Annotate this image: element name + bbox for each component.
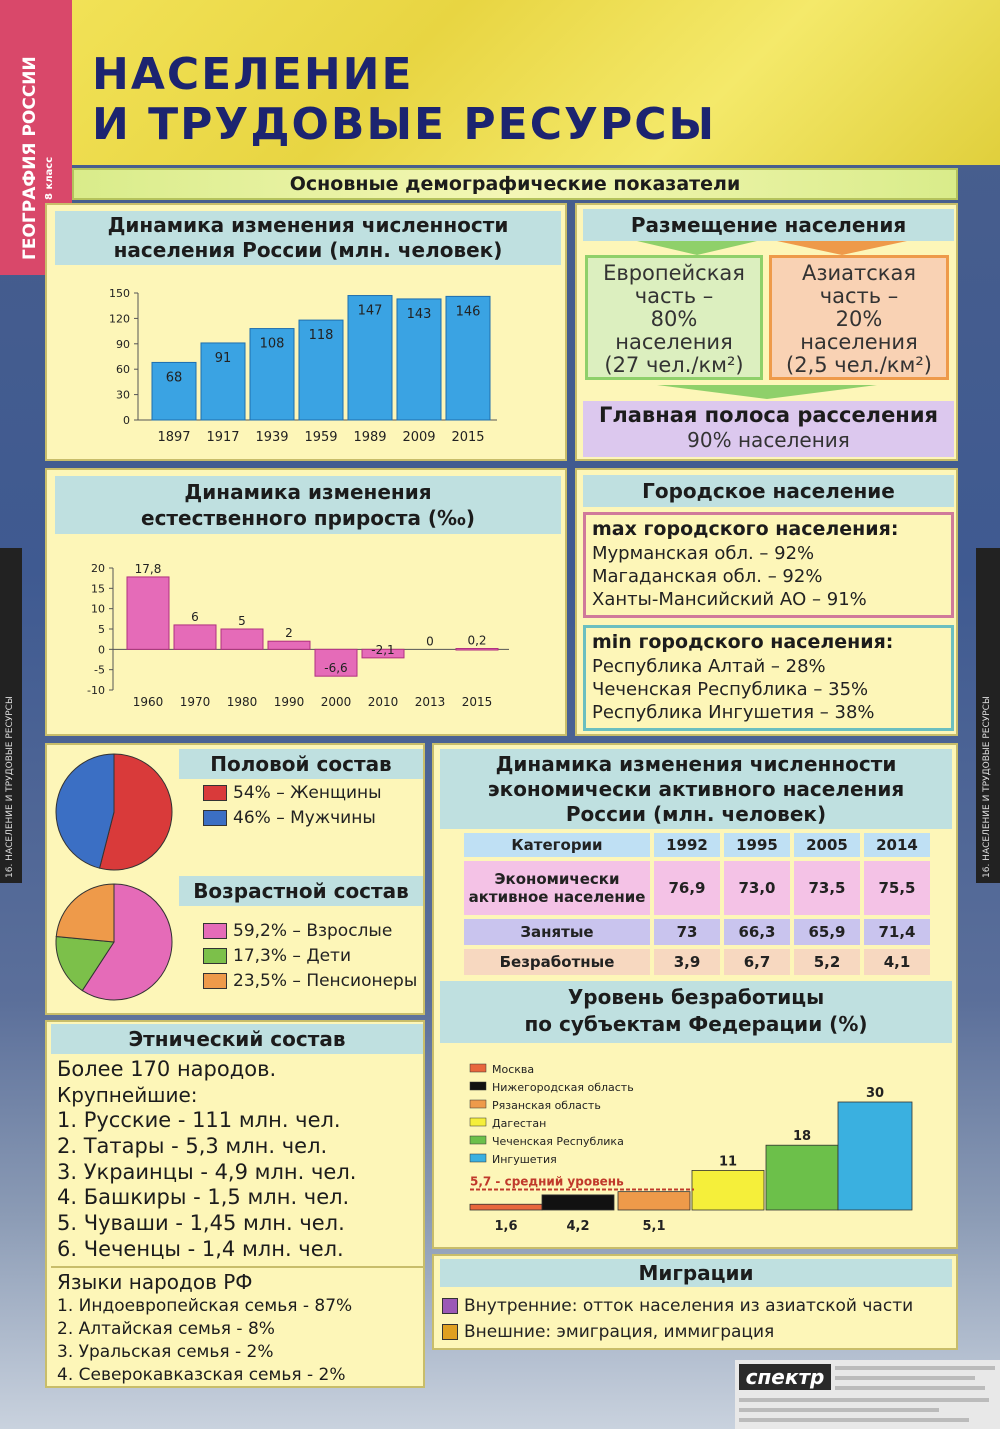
population-heading-line2: населения России (млн. человек) bbox=[113, 238, 503, 262]
european-line3: 80% bbox=[650, 307, 698, 331]
population-heading bbox=[55, 211, 561, 265]
y-tick-label: 15 bbox=[91, 582, 105, 596]
growth-heading-line1: Динамика изменения bbox=[184, 480, 432, 504]
urban-max-item: Мурманская обл. – 92% bbox=[592, 543, 815, 564]
table-cell: 66,3 bbox=[724, 919, 790, 945]
ethnic-item: 3. Украинцы - 4,9 млн. чел. bbox=[57, 1159, 357, 1184]
table-row-label: Занятые bbox=[464, 919, 650, 945]
legend-label: Чеченская Республика bbox=[492, 1135, 624, 1148]
legend-swatch bbox=[203, 973, 227, 989]
main-strip-box bbox=[583, 401, 954, 457]
asian-arrow bbox=[777, 241, 907, 255]
title-line-1: НАСЕЛЕНИЕ bbox=[92, 49, 414, 100]
title-line-2: И ТРУДОВЫЕ РЕСУРСЫ bbox=[92, 99, 717, 150]
bar bbox=[127, 577, 169, 649]
urban-min-item: Чеченская Республика – 35% bbox=[592, 679, 869, 700]
language-item: 2. Алтайская семья - 8% bbox=[57, 1319, 275, 1339]
table-header-cell: 1992 bbox=[654, 833, 720, 857]
x-tick-label: 2015 bbox=[461, 695, 493, 709]
age-legend-pensioners bbox=[203, 971, 417, 991]
data-label: -6,6 bbox=[324, 661, 348, 676]
migration-swatch bbox=[442, 1324, 458, 1340]
data-label: 30 bbox=[865, 1086, 885, 1101]
data-label: 0,2 bbox=[467, 633, 487, 648]
data-label: 4,2 bbox=[566, 1219, 590, 1234]
migration-external bbox=[442, 1322, 774, 1342]
table-cell: 73,0 bbox=[724, 861, 790, 915]
pie-slice bbox=[56, 884, 114, 942]
table-row-label: Экономически активное население bbox=[464, 861, 650, 915]
migration-internal bbox=[442, 1296, 913, 1316]
ethnic-item: 1. Русские - 111 млн. чел. bbox=[57, 1108, 341, 1132]
econ-table bbox=[464, 833, 934, 973]
y-tick-label: 0 bbox=[98, 643, 105, 657]
x-tick-label: 2000 bbox=[320, 695, 352, 709]
migration-label: Внутренние: отток населения из азиатской части bbox=[464, 1296, 914, 1316]
x-tick-label: 1980 bbox=[226, 695, 258, 709]
fine-print-line bbox=[835, 1366, 995, 1370]
unemployment-heading bbox=[440, 981, 952, 1043]
migration-label: Внешние: эмиграция, иммиграция bbox=[464, 1322, 775, 1342]
table-cell: 76,9 bbox=[654, 861, 720, 915]
table-cell: 65,9 bbox=[794, 919, 860, 945]
asian-line3: 20% bbox=[835, 307, 883, 331]
population-bar-chart bbox=[47, 265, 565, 457]
bar bbox=[542, 1195, 614, 1210]
left-edge-strip bbox=[0, 548, 22, 883]
language-item: 4. Северокавказская семья - 2% bbox=[57, 1365, 346, 1385]
asian-line1: Азиатская bbox=[801, 261, 916, 285]
publisher-logo: спектр bbox=[739, 1364, 831, 1390]
urban-min-item: Республика Алтай – 28% bbox=[592, 656, 826, 677]
table-row-label: Безработные bbox=[464, 949, 650, 975]
asian-line4: населения bbox=[800, 330, 918, 354]
page-title bbox=[92, 50, 716, 150]
placement-heading: Размещение населения bbox=[583, 209, 954, 241]
urban-panel bbox=[575, 468, 958, 736]
fine-print-line bbox=[739, 1398, 989, 1402]
urban-max-item: Магаданская обл. – 92% bbox=[592, 566, 823, 587]
y-tick-label: 120 bbox=[109, 312, 130, 326]
data-label: -2,1 bbox=[371, 642, 395, 657]
table-cell: 6,7 bbox=[724, 949, 790, 975]
y-tick-label: 0 bbox=[123, 414, 130, 427]
migration-swatch bbox=[442, 1298, 458, 1314]
age-legend-adults bbox=[203, 921, 392, 941]
ethnic-list bbox=[57, 1108, 356, 1263]
data-label: 91 bbox=[214, 350, 232, 366]
composition-panel bbox=[45, 743, 425, 1015]
table-cell: 5,2 bbox=[794, 949, 860, 975]
main-strip-label: Главная полоса расселения bbox=[598, 403, 939, 427]
fine-print-line bbox=[835, 1376, 975, 1380]
econ-heading-line2: экономически активного населения bbox=[487, 777, 905, 801]
age-pie-chart bbox=[51, 879, 181, 1009]
y-tick-label: 90 bbox=[116, 337, 130, 351]
table-cell: 75,5 bbox=[864, 861, 930, 915]
x-tick-label: 1939 bbox=[255, 430, 289, 445]
average-label: 5,7 - средний уровень bbox=[470, 1174, 624, 1189]
sex-legend-men bbox=[203, 808, 376, 828]
european-line2: часть – bbox=[634, 284, 714, 308]
ethnic-largest-label: Крупнейшие: bbox=[57, 1083, 198, 1107]
ethnic-item: 6. Чеченцы - 1,4 млн. чел. bbox=[57, 1236, 344, 1261]
table-header-cell: 2005 bbox=[794, 833, 860, 857]
legend-swatch bbox=[203, 785, 227, 801]
subject-label: ГЕОГРАФИЯ РОССИИ bbox=[20, 56, 40, 260]
legend-label: 23,5% – Пенсионеры bbox=[233, 971, 418, 991]
ethnic-item: 4. Башкиры - 1,5 млн. чел. bbox=[57, 1185, 350, 1210]
econ-panel bbox=[432, 743, 958, 1249]
legend-label: Москва bbox=[492, 1063, 535, 1076]
data-label: 11 bbox=[718, 1154, 738, 1170]
data-label: 143 bbox=[406, 306, 432, 322]
legend-swatch bbox=[203, 923, 227, 939]
european-line4: населения bbox=[615, 330, 733, 354]
section-subtitle: Основные демографические показатели bbox=[72, 168, 958, 200]
legend-label: 54% – Женщины bbox=[233, 783, 382, 803]
fine-print-line bbox=[739, 1408, 939, 1412]
main-strip-value: 90% населения bbox=[687, 428, 850, 452]
bar bbox=[766, 1145, 838, 1210]
european-line1: Европейская bbox=[603, 261, 745, 285]
data-label: 146 bbox=[455, 304, 481, 320]
languages-title: Языки народов РФ bbox=[57, 1270, 253, 1294]
legend-swatch bbox=[470, 1100, 486, 1108]
econ-heading-line1: Динамика изменения численности bbox=[495, 752, 897, 776]
x-tick-label: 1990 bbox=[273, 695, 305, 709]
legend-swatch bbox=[470, 1136, 486, 1144]
urban-max-item: Ханты-Мансийский АО – 91% bbox=[592, 589, 867, 610]
x-tick-label: 2015 bbox=[451, 430, 485, 445]
asian-line2: часть – bbox=[819, 284, 899, 308]
table-cell: 3,9 bbox=[654, 949, 720, 975]
growth-heading bbox=[55, 476, 561, 534]
econ-heading-line3: России (млн. человек) bbox=[565, 802, 827, 826]
bar bbox=[470, 1204, 542, 1210]
y-tick-label: 60 bbox=[116, 363, 130, 377]
language-item: 1. Индоевропейская семья - 87% bbox=[57, 1296, 353, 1316]
bar bbox=[221, 629, 263, 649]
sex-legend-women bbox=[203, 783, 382, 803]
table-header-cell: Категории bbox=[464, 833, 650, 857]
right-edge-strip bbox=[976, 548, 1000, 883]
grade-label: 8 класс bbox=[44, 156, 55, 200]
table-cell: 73 bbox=[654, 919, 720, 945]
data-label: 1,6 bbox=[494, 1219, 518, 1234]
language-item: 3. Уральская семья - 2% bbox=[57, 1342, 274, 1362]
legend-label: Ингушетия bbox=[492, 1153, 557, 1166]
left-edge-label: 16. НАСЕЛЕНИЕ И ТРУДОВЫЕ РЕСУРСЫ bbox=[5, 696, 15, 878]
bar bbox=[456, 649, 498, 651]
ethnic-panel bbox=[45, 1020, 425, 1388]
urban-min-item: Республика Ингушетия – 38% bbox=[592, 702, 875, 723]
legend-label: Дагестан bbox=[492, 1117, 547, 1130]
languages-list bbox=[57, 1295, 352, 1387]
table-cell: 71,4 bbox=[864, 919, 930, 945]
age-heading: Возрастной состав bbox=[179, 876, 423, 906]
bar bbox=[838, 1102, 912, 1210]
data-label: 68 bbox=[165, 370, 183, 386]
age-legend-children bbox=[203, 946, 351, 966]
placement-arrows-bottom bbox=[577, 383, 960, 401]
table-cell: 4,1 bbox=[864, 949, 930, 975]
urban-heading: Городское население bbox=[583, 475, 954, 507]
legend-swatch bbox=[470, 1154, 486, 1162]
y-tick-label: 10 bbox=[91, 602, 105, 616]
unemployment-heading-line1: Уровень безработицы bbox=[567, 985, 825, 1009]
publisher-block bbox=[735, 1360, 1000, 1429]
sex-pie-chart bbox=[51, 749, 181, 879]
growth-panel bbox=[45, 468, 567, 736]
ethnic-heading: Этнический состав bbox=[51, 1024, 423, 1054]
asian-box bbox=[769, 255, 949, 380]
bar bbox=[692, 1170, 764, 1210]
urban-min-box bbox=[583, 625, 954, 731]
growth-heading-line2: естественного прироста (‰) bbox=[141, 506, 475, 530]
y-tick-label: 20 bbox=[91, 562, 105, 575]
data-label: 147 bbox=[357, 303, 383, 319]
table-header-cell: 2014 bbox=[864, 833, 930, 857]
unemployment-bar-chart bbox=[434, 1045, 956, 1245]
ethnic-intro: Более 170 народов. bbox=[57, 1057, 277, 1081]
fine-print-line bbox=[835, 1386, 985, 1390]
asian-line5: (2,5 чел./км²) bbox=[786, 353, 932, 377]
x-tick-label: 2013 bbox=[414, 695, 446, 709]
legend-swatch bbox=[203, 948, 227, 964]
right-edge-label: 16. НАСЕЛЕНИЕ И ТРУДОВЫЕ РЕСУРСЫ bbox=[982, 696, 992, 878]
data-label: 0 bbox=[426, 634, 434, 649]
data-label: 118 bbox=[308, 328, 334, 344]
european-line5: (27 чел./км²) bbox=[604, 353, 744, 377]
legend-swatch bbox=[203, 810, 227, 826]
european-box bbox=[585, 255, 763, 380]
urban-max-box bbox=[583, 512, 954, 618]
migration-panel bbox=[432, 1254, 958, 1350]
y-tick-label: -5 bbox=[94, 663, 105, 677]
population-panel bbox=[45, 203, 567, 461]
legend-label: Нижегородская область bbox=[492, 1081, 634, 1094]
data-label: 108 bbox=[259, 336, 285, 352]
y-tick-label: 150 bbox=[109, 287, 130, 300]
main-strip-arrow bbox=[657, 385, 877, 399]
x-tick-label: 1959 bbox=[304, 430, 338, 445]
econ-heading bbox=[440, 749, 952, 829]
y-tick-label: 30 bbox=[116, 388, 130, 402]
x-tick-label: 2010 bbox=[367, 695, 399, 709]
bar bbox=[268, 641, 310, 649]
legend-label: 17,3% – Дети bbox=[233, 946, 352, 966]
bar bbox=[618, 1192, 690, 1210]
bar bbox=[174, 625, 216, 649]
european-arrow bbox=[637, 241, 757, 255]
sex-heading: Половой состав bbox=[179, 749, 423, 779]
data-label: 2 bbox=[285, 626, 293, 641]
legend-label: 59,2% – Взрослые bbox=[233, 921, 393, 941]
urban-min-title: min городского населения: bbox=[592, 631, 894, 653]
growth-bar-chart bbox=[47, 540, 565, 732]
data-label: 6 bbox=[191, 609, 199, 624]
y-tick-label: -10 bbox=[87, 684, 105, 697]
legend-swatch bbox=[470, 1118, 486, 1126]
x-tick-label: 2009 bbox=[402, 430, 436, 445]
x-tick-label: 1917 bbox=[206, 430, 240, 445]
table-header-cell: 1995 bbox=[724, 833, 790, 857]
x-tick-label: 1897 bbox=[157, 430, 191, 445]
x-tick-label: 1989 bbox=[353, 430, 387, 445]
legend-label: Рязанская область bbox=[492, 1099, 601, 1112]
unemployment-heading-line2: по субъектам Федерации (%) bbox=[524, 1012, 868, 1036]
legend-swatch bbox=[470, 1064, 486, 1072]
data-label: 5,1 bbox=[642, 1219, 666, 1234]
migration-heading: Миграции bbox=[440, 1259, 952, 1287]
ethnic-item: 5. Чуваши - 1,45 млн. чел. bbox=[57, 1211, 345, 1236]
fine-print-line bbox=[739, 1418, 969, 1422]
table-cell: 73,5 bbox=[794, 861, 860, 915]
data-label: 18 bbox=[792, 1129, 812, 1145]
x-tick-label: 1960 bbox=[132, 695, 164, 709]
data-label: 5 bbox=[238, 614, 246, 628]
population-heading-line1: Динамика изменения численности bbox=[107, 213, 509, 237]
urban-max-title: max городского населения: bbox=[592, 518, 899, 540]
divider bbox=[51, 1266, 423, 1268]
ethnic-item: 2. Татары - 5,3 млн. чел. bbox=[57, 1133, 328, 1158]
legend-swatch bbox=[470, 1082, 486, 1090]
legend-label: 46% – Мужчины bbox=[233, 808, 376, 828]
placement-panel bbox=[575, 203, 958, 461]
data-label: 17,8 bbox=[134, 561, 162, 576]
y-tick-label: 5 bbox=[98, 623, 105, 636]
x-tick-label: 1970 bbox=[179, 695, 211, 709]
